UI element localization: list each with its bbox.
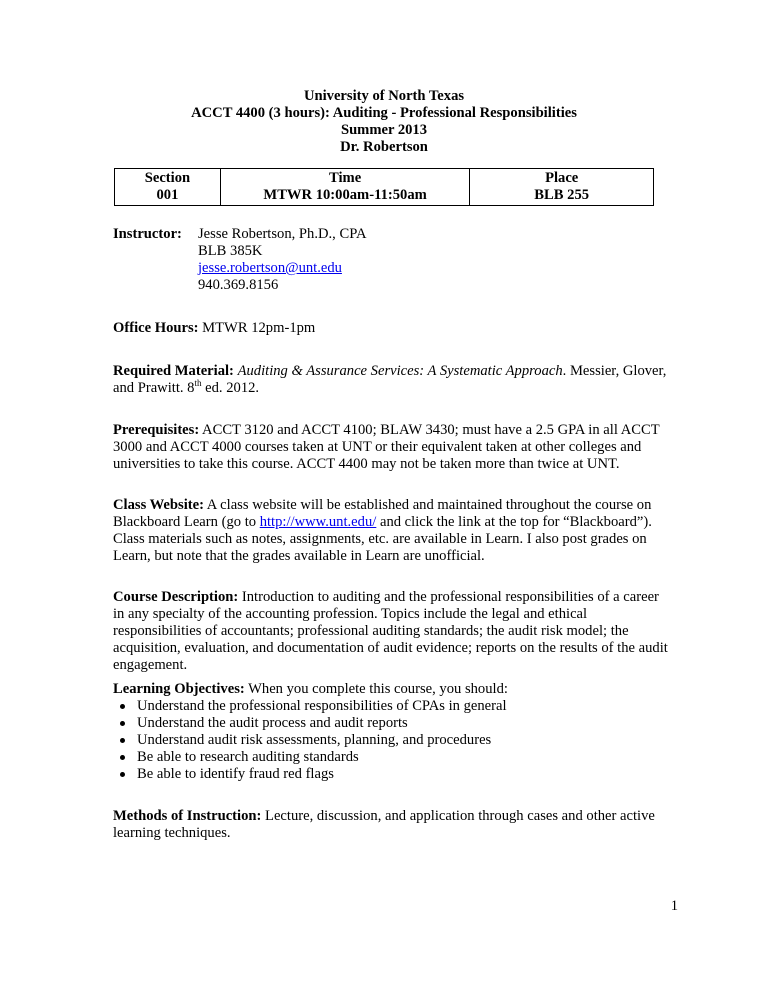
objective-item: Be able to identify fraud red flags — [113, 766, 673, 783]
objective-item: Understand the professional responsibilities of CPAs in general — [113, 698, 673, 715]
term: Summer 2013 — [340, 122, 428, 138]
class-website-text-before: A class website will be established and maintained throughout the course on Blackboard Learn (go to — [113, 497, 652, 530]
university-name: University of North Texas — [303, 88, 465, 104]
textbook-title: Auditing & Assurance Services: A Systematic Approach — [237, 363, 563, 379]
class-website — [113, 497, 673, 565]
time-value: MTWR 10:00am-11:50am — [263, 187, 427, 203]
class-website-label: Class Website: — [113, 497, 204, 513]
office-hours-text: MTWR 12pm-1pm — [198, 320, 316, 336]
prerequisites — [113, 422, 673, 473]
schedule-header-section: Section 001 — [115, 169, 221, 206]
schedule-header-row — [115, 169, 654, 206]
section-value: 001 — [156, 187, 179, 203]
syllabus-header — [0, 88, 768, 156]
prerequisites-label: Prerequisites: — [113, 422, 200, 438]
edition-superscript: th — [194, 378, 202, 389]
textbook-edition: ed. 2012. — [201, 380, 260, 396]
course-description-label: Course Description: — [113, 589, 239, 605]
objectives-list — [113, 698, 673, 783]
course-description-text: Introduction to auditing and the professional responsibilities of a career in any specialty of the accounting profession. Topics include the legal and ethical responsibilities of accountants; professional auditing standards; the audit risk model; the acquisition, evaluation, and documentation of audit evidence; reports on the results of the audit engagement. — [113, 589, 668, 673]
schedule-header-place: Place BLB 255 — [470, 169, 654, 206]
objective-item: Understand the audit process and audit reports — [113, 715, 673, 732]
objective-item: Be able to research auditing standards — [113, 749, 673, 766]
place-value: BLB 255 — [534, 187, 590, 203]
methods-label: Methods of Instruction: — [113, 808, 262, 824]
schedule-header-time: Time MTWR 10:00am-11:50am — [220, 169, 470, 206]
unt-website-link[interactable]: http://www.unt.edu/ — [259, 514, 377, 530]
prerequisites-text: ACCT 3120 and ACCT 4100; BLAW 3430; must have a 2.5 GPA in all ACCT 3000 and ACCT 4000 courses taken at UNT or their equivalent taken at other colleges and universities to take this course. ACCT 4400 may not be taken more than twice at UNT. — [113, 422, 660, 472]
objective-item: Understand audit risk assessments, planning, and procedures — [113, 732, 673, 749]
instructor-office: BLB 385K — [198, 243, 263, 259]
instructor-label: Instructor: — [113, 226, 182, 242]
course-description — [113, 589, 673, 674]
required-material-label: Required Material: — [113, 363, 234, 379]
methods-of-instruction — [113, 808, 673, 842]
methods-text: Lecture, discussion, and application through cases and other active learning techniques. — [113, 808, 655, 841]
office-hours — [113, 320, 673, 337]
learning-objectives — [113, 681, 673, 783]
instructor-email-link[interactable]: jesse.robertson@unt.edu — [198, 260, 342, 276]
textbook-authors: . Messier, Glover, and Prawitt. 8 — [113, 363, 667, 396]
instructor-name: Jesse Robertson, Ph.D., CPA — [198, 226, 367, 242]
office-hours-label: Office Hours: — [113, 320, 199, 336]
instructor-info — [198, 226, 367, 294]
instructor-phone: 940.369.8156 — [198, 277, 279, 293]
learning-objectives-intro: When you complete this course, you should: — [244, 681, 508, 697]
learning-objectives-label: Learning Objectives: — [113, 681, 245, 697]
professor-name: Dr. Robertson — [340, 139, 428, 155]
required-material — [113, 363, 673, 397]
class-website-text-after: and click the link at the top for “Blackboard”). Class materials such as notes, assignments, etc. are available in Learn. I also post grades on Learn, but note that the grades available in Learn are unofficial. — [113, 514, 652, 564]
page-number: 1 — [670, 898, 678, 914]
course-title: ACCT 4400 (3 hours): Auditing - Professional Responsibilities — [191, 105, 577, 121]
schedule-table — [114, 168, 654, 206]
